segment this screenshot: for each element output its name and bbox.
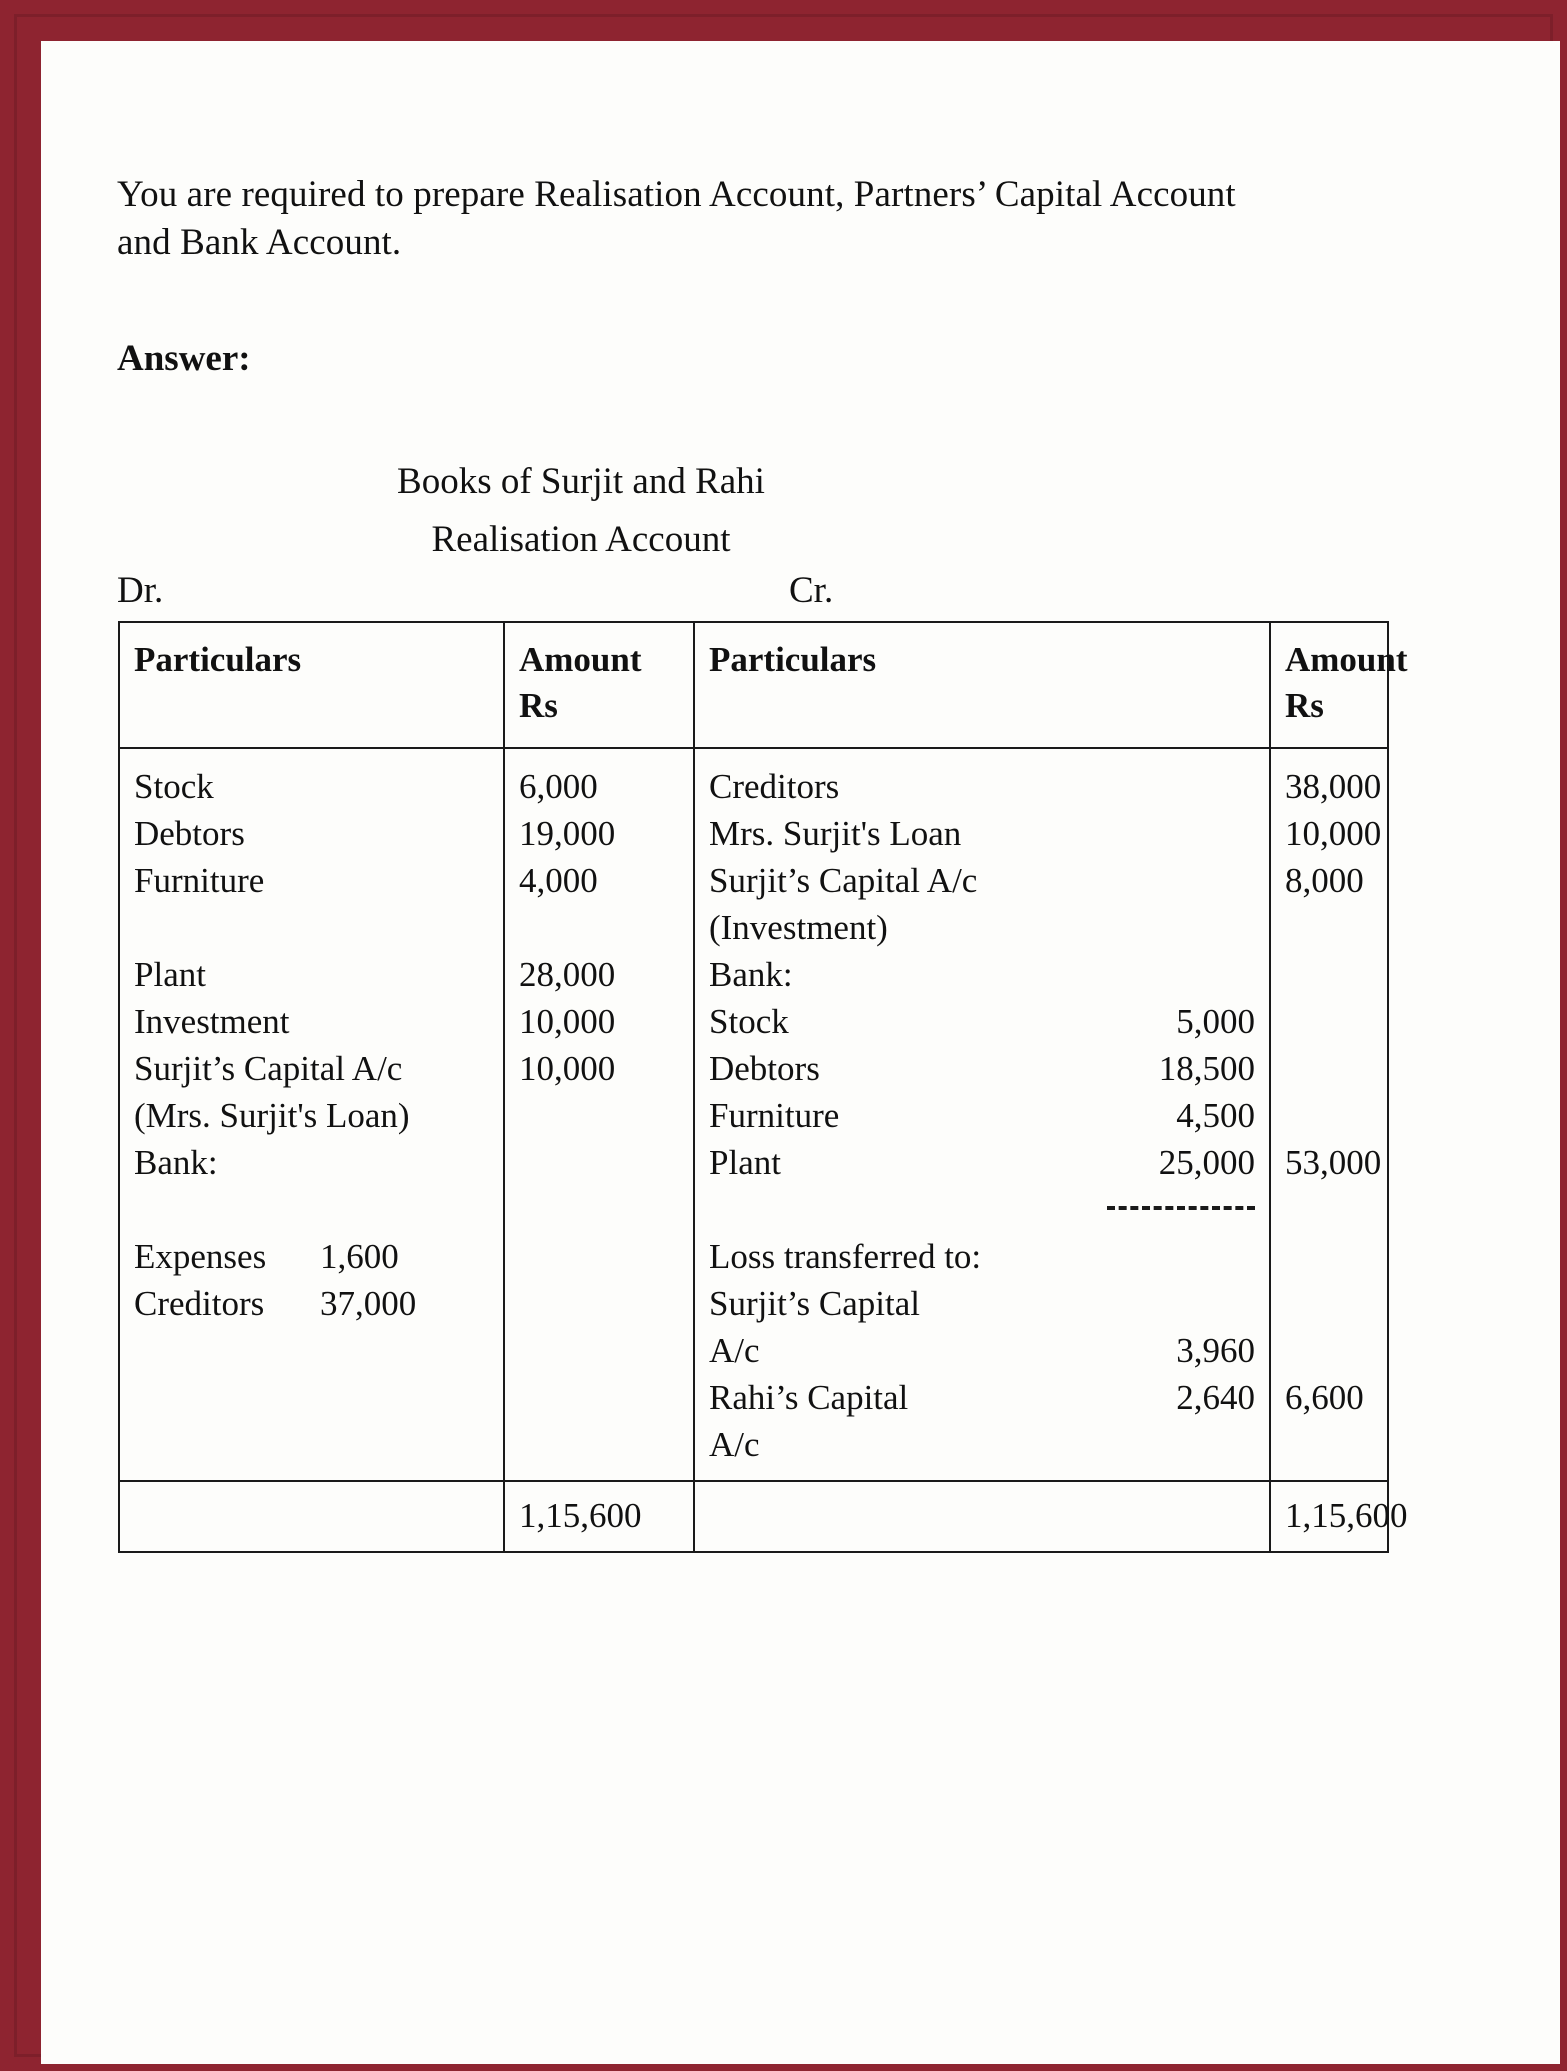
credit-subtotal-dashed-rule (1115, 1186, 1269, 1233)
header-amount-debit-line2: Rs (519, 686, 558, 725)
debit-particular-line: Furniture (134, 861, 265, 900)
debit-amount-line (505, 1233, 693, 1280)
debit-amount-line: 19,000 (519, 814, 616, 853)
credit-amount-line (1271, 1186, 1387, 1233)
debit-particular-line: Investment (134, 1002, 290, 1041)
credit-amount-line: 10,000 (1285, 814, 1382, 853)
total-inner-credit (1115, 1482, 1271, 1551)
header-amount-debit-line1: Amount (519, 640, 642, 679)
credit-particular-line: A/c (709, 1331, 760, 1370)
debit-amount-line (505, 1280, 693, 1327)
credit-amount-list (1271, 749, 1387, 1480)
credit-particular-line: Creditors (709, 767, 840, 806)
total-amount-debit: 1,15,600 (505, 1482, 695, 1551)
debit-particular-line: Plant (134, 955, 206, 994)
header-amount-credit-line1: Amount (1285, 640, 1408, 679)
debit-amount-line: 6,000 (519, 767, 598, 806)
credit-amount-cell (1271, 749, 1387, 1480)
credit-particular-line: (Investment) (709, 908, 888, 947)
header-inner-credit (1115, 623, 1271, 747)
debit-particular-line: Surjit’s Capital A/c (134, 1049, 403, 1088)
credit-inner-amount-line (1115, 904, 1269, 951)
debit-particulars-list (120, 749, 503, 1339)
credit-particular-line: Furniture (709, 1096, 840, 1135)
debit-amount-line: 28,000 (519, 955, 616, 994)
credit-inner-amount-line (1115, 951, 1269, 998)
debit-particular-line: Bank: (134, 1143, 218, 1182)
credit-inner-amount-line: 5,000 (1176, 1002, 1255, 1041)
credit-inner-amount-line (1115, 1280, 1269, 1327)
credit-inner-amount-line: 3,960 (1176, 1331, 1255, 1370)
intro-paragraph: You are required to prepare Realisation Account, Partners’ Capital Account and Bank Account. (117, 174, 1236, 263)
credit-amount-line (1271, 1280, 1387, 1327)
credit-amount-line (1271, 1092, 1387, 1139)
header-amount-credit (1271, 623, 1408, 747)
credit-inner-amount-list (1115, 749, 1269, 1480)
credit-particular-line: Debtors (709, 1049, 820, 1088)
account-title-block (41, 453, 1121, 569)
page-border-frame (14, 14, 1553, 2057)
credit-inner-amount-line: 18,500 (1158, 1049, 1255, 1088)
debit-particular-line (120, 1186, 503, 1233)
total-label-credit (695, 1482, 1115, 1551)
credit-inner-amount-line (1115, 1421, 1269, 1468)
credit-amount-line: 8,000 (1285, 861, 1364, 900)
total-label-debit (120, 1482, 505, 1551)
debit-bank-item-label: Expenses (134, 1237, 267, 1276)
debit-credit-labels (41, 569, 1560, 613)
header-particulars-credit: Particulars (709, 640, 877, 679)
table-total-row (120, 1482, 1408, 1551)
credit-particular-line: Stock (709, 1002, 789, 1041)
debit-amount-list (505, 749, 693, 1339)
credit-inner-amount-line: 25,000 (1158, 1143, 1255, 1182)
debit-amount-line (505, 1092, 693, 1139)
credit-particular-line: Plant (709, 1143, 781, 1182)
credit-amount-line: 53,000 (1285, 1143, 1382, 1182)
credit-inner-amount-line (1115, 763, 1269, 810)
answer-label: Answer: (117, 338, 251, 379)
page-sheet (41, 41, 1560, 2064)
debit-amount-line (505, 904, 693, 951)
books-title: Books of Surjit and Rahi (397, 461, 765, 502)
debit-particular-line: Stock (134, 767, 214, 806)
credit-particulars-list (695, 749, 1115, 1480)
credit-particular-line: Surjit’s Capital (709, 1284, 920, 1323)
credit-amount-line (1271, 998, 1387, 1045)
debit-amount-line (505, 1186, 693, 1233)
credit-inner-amount-line (1115, 857, 1269, 904)
credit-inner-amount-line (1115, 1233, 1269, 1280)
credit-amount-line: 6,600 (1285, 1378, 1364, 1417)
credit-amount-line (1271, 904, 1387, 951)
debit-particular-line (120, 904, 503, 951)
credit-particular-line: Surjit’s Capital A/c (709, 861, 978, 900)
credit-particular-line: Loss transferred to: (709, 1237, 982, 1276)
credit-amount-line (1271, 1045, 1387, 1092)
credit-amount-line (1271, 1327, 1387, 1374)
credit-particulars-cell (695, 749, 1115, 1480)
debit-particular-line: Debtors (134, 814, 245, 853)
document-content (41, 41, 1560, 2064)
debit-particulars-cell (120, 749, 505, 1480)
debit-amount-line: 4,000 (519, 861, 598, 900)
debit-bank-item-label: Creditors (134, 1284, 265, 1323)
credit-label: Cr. (789, 570, 834, 611)
credit-particular-line: A/c (709, 1425, 760, 1464)
credit-amount-line: 38,000 (1285, 767, 1382, 806)
total-amount-credit: 1,15,600 (1285, 1496, 1408, 1535)
debit-particular-line: (Mrs. Surjit's Loan) (134, 1096, 410, 1135)
credit-particular-line: Rahi’s Capital (709, 1378, 909, 1417)
debit-amount-line (505, 1139, 693, 1186)
debit-amount-cell (505, 749, 695, 1480)
debit-amount-line: 10,000 (519, 1049, 616, 1088)
debit-bank-item-value: 37,000 (320, 1284, 417, 1323)
credit-inner-amount-line: 2,640 (1176, 1378, 1255, 1417)
header-amount-credit-line2: Rs (1285, 686, 1324, 725)
header-particulars-debit: Particulars (120, 623, 505, 747)
table-body-row (120, 749, 1387, 1482)
table-header-row (120, 623, 1408, 749)
debit-bank-item-value: 1,600 (320, 1237, 399, 1276)
header-amount-debit (505, 623, 695, 747)
debit-amount-line: 10,000 (519, 1002, 616, 1041)
debit-label: Dr. (117, 570, 164, 611)
credit-amount-line (1271, 1421, 1387, 1468)
credit-amount-line (1271, 951, 1387, 998)
credit-inner-amount-cell (1115, 749, 1271, 1480)
debit-bank-item-line (120, 1233, 503, 1280)
credit-particular-line: Mrs. Surjit's Loan (709, 814, 962, 853)
account-title: Realisation Account (431, 519, 731, 560)
credit-inner-amount-line: 4,500 (1176, 1096, 1255, 1135)
credit-inner-amount-line (1115, 810, 1269, 857)
credit-amount-line (1271, 1233, 1387, 1280)
realisation-account-table (118, 621, 1408, 1553)
dashed-rule-mark (1107, 1206, 1255, 1210)
credit-particular-line: Bank: (709, 955, 793, 994)
credit-particular-line (695, 1186, 1115, 1233)
debit-bank-item-line (120, 1280, 503, 1327)
